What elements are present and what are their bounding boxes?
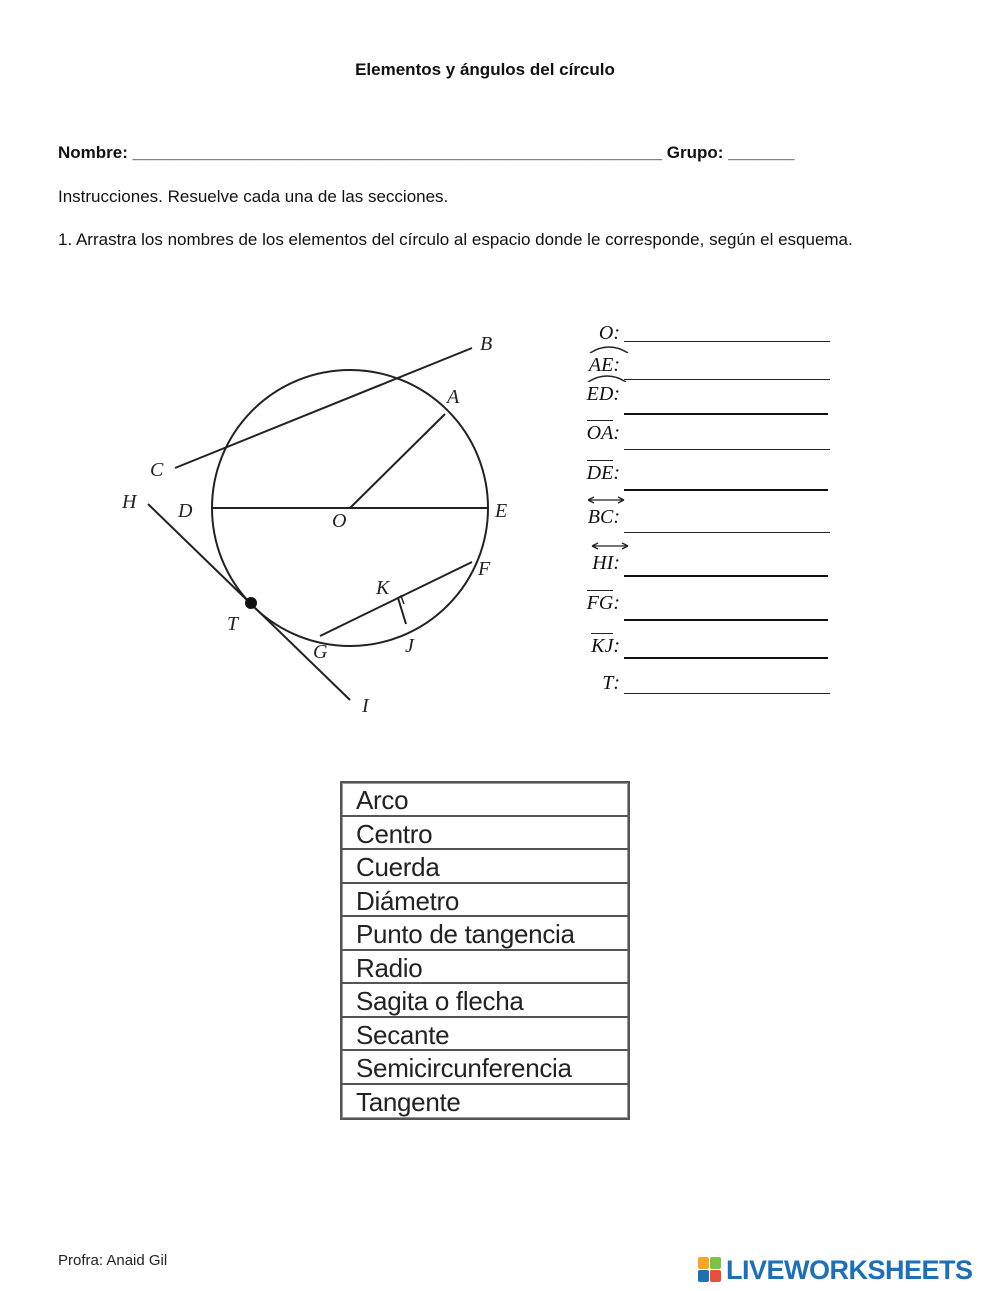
symbol-hi: HI (592, 552, 614, 574)
word-bank-item[interactable]: Punto de tangencia (342, 917, 628, 951)
label-i: I (362, 695, 369, 717)
word-bank-item[interactable]: Tangente (356, 1086, 461, 1117)
liveworksheets-logo-icon (698, 1257, 722, 1283)
label-f: F (478, 558, 491, 580)
label-t: T (227, 613, 239, 635)
label-h: H (122, 491, 137, 513)
label-b: B (480, 333, 493, 355)
label-g: G (313, 641, 328, 663)
instructions: Instrucciones. Resuelve cada una de las secciones. (58, 187, 449, 206)
answer-blank-ed[interactable] (624, 413, 828, 415)
answer-blank-o[interactable] (624, 341, 830, 342)
brand-name: LIVEWORKSHEETS (726, 1254, 973, 1285)
symbol-o: O (598, 322, 614, 344)
line-mark-icon (586, 496, 626, 504)
symbol-kj: KJ (591, 635, 614, 657)
symbol-t: T (602, 672, 614, 694)
answer-blank-hi[interactable] (624, 575, 828, 577)
page-title: Elementos y ángulos del círculo (355, 60, 615, 79)
word-bank-item[interactable]: Diámetro (342, 884, 628, 918)
word-bank (340, 781, 630, 1120)
word-bank-item[interactable]: Radio (342, 951, 628, 985)
answer-blank-t[interactable] (624, 693, 830, 694)
label-j: J (405, 635, 414, 657)
word-bank-item[interactable]: Secante (342, 1018, 628, 1052)
answer-blank-kj[interactable] (624, 657, 828, 659)
label-o: O (332, 510, 347, 532)
answer-blank-fg[interactable] (624, 619, 828, 621)
arc-mark-icon (587, 374, 627, 382)
word-bank-item[interactable]: Arco (342, 783, 628, 817)
label-d: D (178, 500, 193, 522)
word-bank-item[interactable]: Semicircunferencia (342, 1051, 628, 1085)
word-bank-item[interactable]: Sagita o flecha (342, 984, 628, 1018)
brand-logo (698, 1255, 973, 1285)
answer-blank-de[interactable] (624, 489, 828, 491)
line-mark-icon (590, 542, 630, 550)
answer-blank-ae[interactable] (624, 379, 830, 380)
symbol-ae: AE (588, 354, 614, 376)
word-bank-item[interactable]: Centro (342, 817, 628, 851)
symbol-oa: OA (586, 422, 614, 444)
symbol-fg: FG (586, 592, 614, 614)
word-bank-item[interactable]: Cuerda (342, 850, 628, 884)
label-c: C (150, 459, 164, 481)
symbol-ed: ED (586, 383, 614, 405)
arc-mark-icon (589, 345, 629, 353)
label-k: K (376, 577, 390, 599)
label-e: E (495, 500, 508, 522)
name-group-line: Nombre: ________________________________________________________ Grupo: _______ (58, 143, 795, 162)
answer-blank-bc[interactable] (624, 532, 830, 533)
symbol-bc: BC (587, 506, 614, 528)
answer-blank-oa[interactable] (624, 449, 830, 450)
question-1: 1. Arrastra los nombres de los elementos del círculo al espacio donde le corresponde, según el esquema. (58, 230, 853, 249)
symbol-de: DE (586, 462, 614, 484)
label-a: A (447, 386, 460, 408)
author-credit: Profra: Anaid Gil (58, 1252, 168, 1269)
